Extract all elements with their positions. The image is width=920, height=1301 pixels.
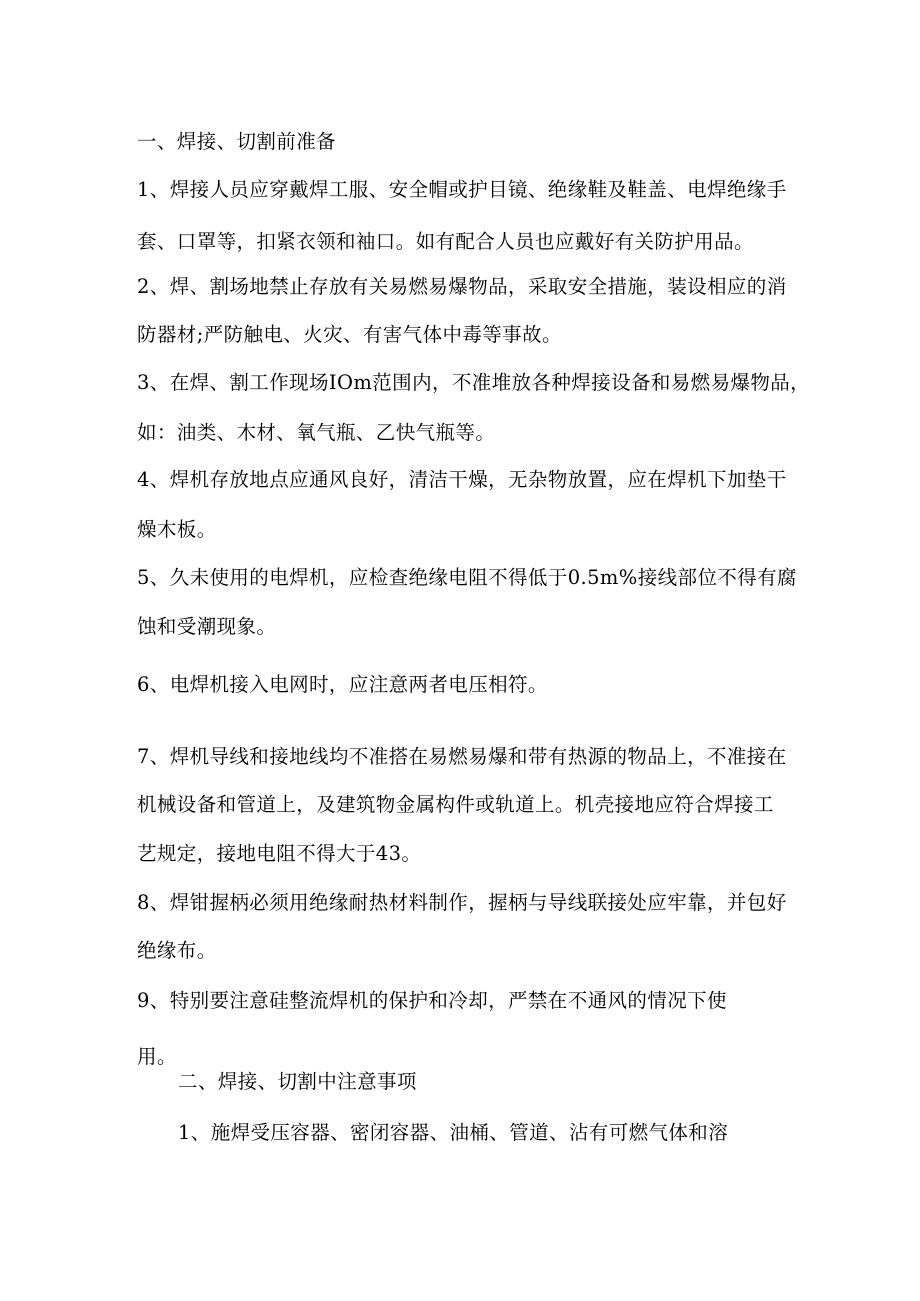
paragraph-line: 绝缘布。 (137, 939, 217, 962)
paragraph-line: 9、特别要注意硅整流焊机的保护和冷却，严禁在不通风的情况下使 (137, 989, 727, 1012)
paragraph-line: 1、施焊受压容器、密闭容器、油桶、管道、沾有可燃气体和溶 (178, 1121, 729, 1144)
paragraph-line: 蚀和受潮现象。 (137, 615, 277, 638)
paragraph-line: 6、电焊机接入电网时，应注意两者电压相符。 (137, 673, 548, 696)
paragraph-line: 机械设备和管道上，及建筑物金属构件或轨道上。机壳接地应符合焊接工 (137, 793, 774, 816)
paragraph-line: 5、久未使用的电焊机，应检查绝缘电阻不得低于0.5m%接线部位不得有腐 (137, 566, 797, 589)
paragraph-line: 8、焊钳握柄必须用绝缘耐热材料制作，握柄与导线联接处应牢靠，并包好 (137, 891, 787, 914)
paragraph-line: 3、在焊、割工作现场IOm范围内，不准堆放各种焊接设备和易燃易爆物品， (137, 371, 811, 394)
section-heading-1: 一、焊接、切割前准备 (137, 130, 337, 153)
paragraph-line: 燥木板。 (137, 518, 217, 541)
paragraph-line: 7、焊机导线和接地线均不准搭在易燃易爆和带有热源的物品上，不准接在 (137, 745, 787, 768)
paragraph-line: 套、口罩等，扣紧衣领和袖口。如有配合人员也应戴好有关防护用品。 (137, 230, 754, 253)
paragraph-line: 如：油类、木材、氧气瓶、乙快气瓶等。 (137, 421, 496, 444)
paragraph-line: 4、焊机存放地点应通风良好，清洁干燥，无杂物放置，应在焊机下加垫干 (137, 468, 787, 491)
paragraph-line: 艺规定，接地电阻不得大于43。 (137, 842, 422, 865)
paragraph-line: 2、焊、割场地禁止存放有关易燃易爆物品，采取安全措施，装设相应的消 (137, 275, 787, 298)
paragraph-line: 防器材;严防触电、火灾、有害气体中毒等事故。 (137, 323, 562, 346)
section-heading-2: 二、焊接、切割中注意事项 (178, 1070, 417, 1093)
paragraph-line: 用。 (137, 1045, 177, 1068)
paragraph-line: 1、焊接人员应穿戴焊工服、安全帽或护目镜、绝缘鞋及鞋盖、电焊绝缘手 (137, 178, 787, 201)
